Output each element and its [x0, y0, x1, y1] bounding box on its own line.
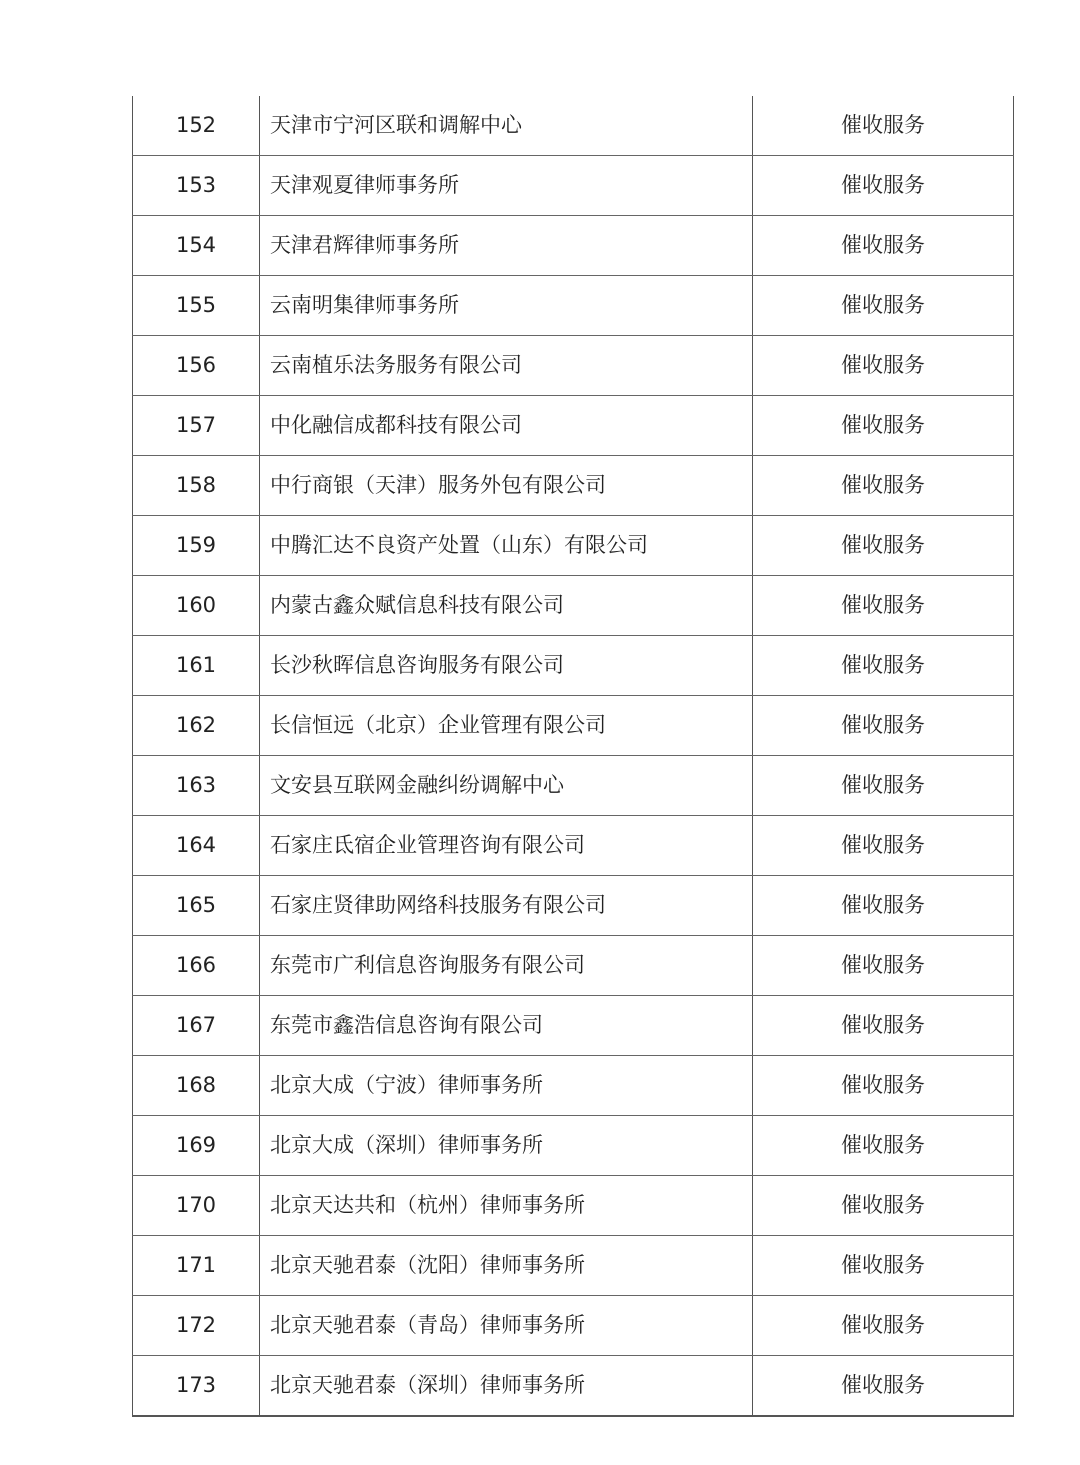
table-row [133, 336, 1014, 396]
company-name: 长信恒远（北京）企业管理有限公司 [260, 696, 753, 756]
company-name: 中行商银（天津）服务外包有限公司 [260, 456, 753, 516]
row-number: 159 [133, 516, 260, 576]
row-number: 169 [133, 1116, 260, 1176]
table-row [133, 936, 1014, 996]
agency-table [132, 96, 1014, 1417]
table-row [133, 876, 1014, 936]
company-name: 内蒙古鑫众赋信息科技有限公司 [260, 576, 753, 636]
row-number: 152 [133, 96, 260, 156]
table-row [133, 636, 1014, 696]
table-row [133, 1236, 1014, 1296]
service-type: 催收服务 [753, 1176, 1014, 1236]
service-type: 催收服务 [753, 156, 1014, 216]
company-name: 长沙秋晖信息咨询服务有限公司 [260, 636, 753, 696]
row-number: 153 [133, 156, 260, 216]
row-number: 163 [133, 756, 260, 816]
table-row [133, 1356, 1014, 1417]
company-name: 天津君辉律师事务所 [260, 216, 753, 276]
service-type: 催收服务 [753, 636, 1014, 696]
company-name: 北京天达共和（杭州）律师事务所 [260, 1176, 753, 1236]
company-name: 天津市宁河区联和调解中心 [260, 96, 753, 156]
service-type: 催收服务 [753, 1056, 1014, 1116]
service-type: 催收服务 [753, 876, 1014, 936]
table-row [133, 216, 1014, 276]
service-type: 催收服务 [753, 1236, 1014, 1296]
service-type: 催收服务 [753, 816, 1014, 876]
service-type: 催收服务 [753, 96, 1014, 156]
table-row [133, 1176, 1014, 1236]
table-row [133, 276, 1014, 336]
row-number: 156 [133, 336, 260, 396]
service-type: 催收服务 [753, 336, 1014, 396]
row-number: 160 [133, 576, 260, 636]
table-row [133, 156, 1014, 216]
company-name: 东莞市鑫浩信息咨询有限公司 [260, 996, 753, 1056]
company-name: 石家庄贤律助网络科技服务有限公司 [260, 876, 753, 936]
row-number: 166 [133, 936, 260, 996]
service-type: 催收服务 [753, 996, 1014, 1056]
table-row [133, 756, 1014, 816]
row-number: 171 [133, 1236, 260, 1296]
service-type: 催收服务 [753, 756, 1014, 816]
company-name: 石家庄氐宿企业管理咨询有限公司 [260, 816, 753, 876]
service-type: 催收服务 [753, 516, 1014, 576]
service-type: 催收服务 [753, 276, 1014, 336]
table-row [133, 96, 1014, 156]
agency-table-body [133, 96, 1014, 1416]
company-name: 云南明集律师事务所 [260, 276, 753, 336]
table-row [133, 456, 1014, 516]
table-row [133, 576, 1014, 636]
company-name: 东莞市广利信息咨询服务有限公司 [260, 936, 753, 996]
table-row [133, 996, 1014, 1056]
table-row [133, 396, 1014, 456]
company-name: 北京大成（深圳）律师事务所 [260, 1116, 753, 1176]
row-number: 162 [133, 696, 260, 756]
service-type: 催收服务 [753, 1356, 1014, 1417]
row-number: 168 [133, 1056, 260, 1116]
table-row [133, 816, 1014, 876]
table-row [133, 516, 1014, 576]
service-type: 催收服务 [753, 1296, 1014, 1356]
company-name: 北京天驰君泰（青岛）律师事务所 [260, 1296, 753, 1356]
company-name: 中腾汇达不良资产处置（山东）有限公司 [260, 516, 753, 576]
row-number: 161 [133, 636, 260, 696]
row-number: 154 [133, 216, 260, 276]
service-type: 催收服务 [753, 1116, 1014, 1176]
service-type: 催收服务 [753, 396, 1014, 456]
table-row [133, 1056, 1014, 1116]
row-number: 158 [133, 456, 260, 516]
row-number: 155 [133, 276, 260, 336]
service-type: 催收服务 [753, 576, 1014, 636]
table-row [133, 696, 1014, 756]
row-number: 165 [133, 876, 260, 936]
table-row [133, 1296, 1014, 1356]
row-number: 157 [133, 396, 260, 456]
row-number: 173 [133, 1356, 260, 1417]
company-name: 文安县互联网金融纠纷调解中心 [260, 756, 753, 816]
company-name: 北京天驰君泰（沈阳）律师事务所 [260, 1236, 753, 1296]
company-name: 云南植乐法务服务有限公司 [260, 336, 753, 396]
row-number: 172 [133, 1296, 260, 1356]
company-name: 北京天驰君泰（深圳）律师事务所 [260, 1356, 753, 1417]
service-type: 催收服务 [753, 696, 1014, 756]
row-number: 170 [133, 1176, 260, 1236]
company-name: 天津观夏律师事务所 [260, 156, 753, 216]
row-number: 164 [133, 816, 260, 876]
service-type: 催收服务 [753, 456, 1014, 516]
service-type: 催收服务 [753, 216, 1014, 276]
service-type: 催收服务 [753, 936, 1014, 996]
table-row [133, 1116, 1014, 1176]
company-name: 中化融信成都科技有限公司 [260, 396, 753, 456]
company-name: 北京大成（宁波）律师事务所 [260, 1056, 753, 1116]
row-number: 167 [133, 996, 260, 1056]
